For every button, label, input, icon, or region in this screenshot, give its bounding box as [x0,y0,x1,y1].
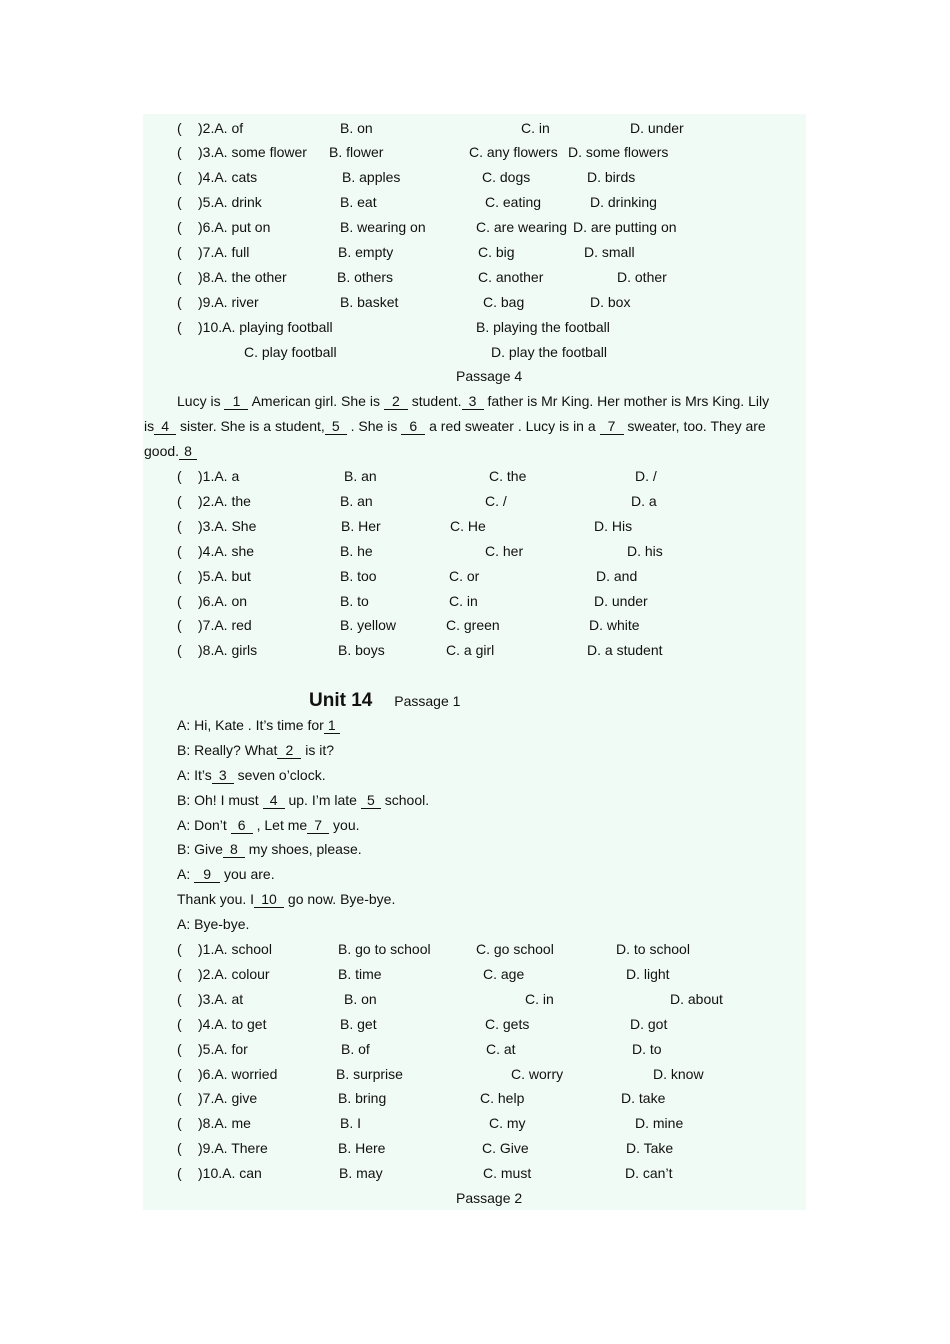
option-a: )8.A. the other [198,269,287,285]
option-b: B. get [340,1016,377,1032]
option-d: D. / [635,468,657,484]
option-c: C. in [525,991,554,1007]
option-d: D. light [626,966,670,982]
option-b: B. of [341,1041,370,1057]
option-a: )6.A. worried [198,1066,278,1082]
option-b: B. too [340,568,377,584]
blank-4[interactable]: 4 [154,418,176,435]
option-d: D. small [584,244,635,260]
option-b: B. I [340,1115,362,1131]
blank-1[interactable]: 1 [324,717,340,734]
option-d: D. mine [635,1115,684,1131]
blank-7[interactable]: 7 [600,418,624,435]
option-a: )6.A. on [198,593,248,609]
passage-heading: Passage 4 [456,368,523,384]
passage-heading: Passage 2 [456,1190,523,1206]
blank-6[interactable]: 6 [231,817,253,834]
answer-bracket[interactable]: ( [177,966,182,982]
option-b: B. on [344,991,377,1007]
option-d: D. know [653,1066,704,1082]
option-b: B. on [340,120,373,136]
option-d: D. are putting on [573,219,677,235]
passage-line: is 4 sister. She is a student, 5 . She is 6 a red sweater . Lucy is in a 7 sweater, too. They are [144,418,766,434]
question-row [0,1113,950,1133]
option-d: D. His [594,518,633,534]
option-a: )4.A. to get [198,1016,267,1032]
option-c: C. green [446,617,500,633]
blank-9[interactable]: 9 [194,866,220,883]
option-a: )5.A. drink [198,194,262,210]
question-row [0,217,950,237]
question-row [0,242,950,262]
answer-bracket[interactable]: ( [177,1041,182,1057]
question-row [0,964,950,984]
blank-5[interactable]: 5 [325,418,347,435]
option-d: D. can’t [625,1165,673,1181]
option-b: B. eat [340,194,377,210]
option-d: D. play the football [491,344,607,360]
option-c: C. eating [485,194,542,210]
dialogue-line: B: Give 8 my shoes, please. [177,841,362,857]
option-c: C. help [480,1090,525,1106]
answer-bracket[interactable]: ( [177,120,182,136]
blank-7[interactable]: 7 [307,817,329,834]
answer-bracket[interactable]: ( [177,144,182,160]
option-a: )10.A. playing football [198,319,333,335]
answer-bracket[interactable]: ( [177,1165,182,1181]
option-d: D. about [670,991,723,1007]
option-a: )9.A. There [198,1140,268,1156]
answer-bracket[interactable]: ( [177,1140,182,1156]
option-c: C. big [478,244,515,260]
answer-bracket[interactable]: ( [177,1090,182,1106]
blank-3[interactable]: 3 [212,767,234,784]
answer-bracket[interactable]: ( [177,568,182,584]
answer-bracket[interactable]: ( [177,593,182,609]
answer-bracket[interactable]: ( [177,219,182,235]
option-d: D. under [630,120,684,136]
option-b: B. wearing on [340,219,426,235]
answer-bracket[interactable]: ( [177,169,182,185]
option-a: )7.A. give [198,1090,258,1106]
dialogue-line: A: 9 you are. [177,866,275,882]
blank-8[interactable]: 8 [223,841,245,858]
option-a: )1.A. school [198,941,272,957]
blank-2[interactable]: 2 [277,742,301,759]
option-c: C. at [486,1041,516,1057]
option-a: )9.A. river [198,294,259,310]
option-c: C. her [485,543,524,559]
option-d: D. got [630,1016,668,1032]
option-a: )3.A. some flower [198,144,307,160]
dialogue-line: A: Hi, Kate . It’s time for 1 [177,715,340,735]
question-row [0,466,950,486]
answer-bracket[interactable]: ( [177,617,182,633]
option-a: )3.A. She [198,518,257,534]
answer-bracket[interactable]: ( [177,294,182,310]
option-d: D. other [617,269,667,285]
blank-6[interactable]: 6 [401,418,425,435]
unit-heading [309,689,460,713]
question-row [0,591,950,611]
option-a: )10.A. can [198,1165,262,1181]
option-b: B. boys [338,642,385,658]
passage-heading: Passage 1 [394,693,461,709]
option-b: B. basket [340,294,399,310]
option-c: C. Give [482,1140,529,1156]
option-a: )8.A. girls [198,642,258,658]
option-c: C. my [489,1115,526,1131]
option-d: D. box [590,294,631,310]
option-c: C. play football [244,344,337,360]
option-b: B. flower [329,144,384,160]
option-a: )5.A. for [198,1041,248,1057]
unit-title: Unit 14 [309,690,373,711]
question-row [0,516,950,536]
option-b: B. surprise [336,1066,403,1082]
question-row [0,1088,950,1108]
option-a: )5.A. but [198,568,251,584]
option-d: D. under [594,593,648,609]
dialogue-line: A: Don’t 6 , Let me 7 you. [177,817,360,833]
blank-2[interactable]: 2 [384,393,408,410]
option-c: C. or [449,568,480,584]
question-row [0,142,950,162]
option-d: D. his [627,543,663,559]
question-row [0,566,950,586]
option-c: C. must [483,1165,532,1181]
option-c: C. in [449,593,478,609]
answer-bracket[interactable]: ( [177,319,182,335]
answer-bracket[interactable]: ( [177,543,182,559]
option-c: C. He [450,518,486,534]
option-d: D. to school [616,941,690,957]
answer-bracket[interactable]: ( [177,493,182,509]
option-b: B. Here [338,1140,386,1156]
option-b: B. bring [338,1090,387,1106]
option-a: )2.A. of [198,120,244,136]
option-d: D. some flowers [568,144,669,160]
option-a: )6.A. put on [198,219,271,235]
dialogue-line: A: Bye-bye. [177,916,250,932]
option-a: )3.A. at [198,991,244,1007]
option-d: D. Take [626,1140,674,1156]
blank-5[interactable]: 5 [361,792,381,809]
option-c: C. any flowers [469,144,558,160]
option-b: B. empty [338,244,394,260]
dialogue-line: A: It’s 3 seven o’clock. [177,767,326,783]
option-d: D. and [596,568,638,584]
answer-bracket[interactable]: ( [177,244,182,260]
passage-line: good. 8 [144,441,197,461]
option-a: )7.A. red [198,617,252,633]
question-row [0,1163,950,1183]
option-d: D. drinking [590,194,657,210]
blank-4[interactable]: 4 [263,792,285,809]
option-b: B. playing the football [476,319,610,335]
dialogue-line: B: Really? What 2 is it? [177,742,335,758]
option-a: )7.A. full [198,244,250,260]
passage-line: Lucy is 1 American girl. She is 2 student. 3 father is Mr King. Her mother is Mrs King. Lily [177,393,770,409]
option-a: )8.A. me [198,1115,251,1131]
option-b: B. time [338,966,382,982]
option-c: C. a girl [446,642,495,658]
answer-bracket[interactable]: ( [177,642,182,658]
option-c: C. in [521,120,550,136]
question-row [0,267,950,287]
question-row [0,167,950,187]
option-d: D. a student [587,642,663,658]
question-row [0,118,950,138]
option-d: D. birds [587,169,636,185]
answer-bracket[interactable]: ( [177,518,182,534]
option-d: D. take [621,1090,666,1106]
option-b: B. Her [341,518,381,534]
option-a: )1.A. a [198,468,240,484]
option-a: )4.A. cats [198,169,258,185]
answer-bracket[interactable]: ( [177,269,182,285]
answer-bracket[interactable]: ( [177,1115,182,1131]
option-c: C. gets [485,1016,530,1032]
question-row [0,1064,950,1084]
option-a: )2.A. the [198,493,251,509]
option-b: B. others [337,269,394,285]
answer-bracket[interactable]: ( [177,1016,182,1032]
option-d: D. white [589,617,640,633]
answer-bracket[interactable]: ( [177,468,182,484]
option-b: B. yellow [340,617,397,633]
option-c: C. worry [511,1066,564,1082]
option-b: B. apples [342,169,401,185]
blank-10[interactable]: 10 [254,891,284,908]
option-d: D. to [632,1041,662,1057]
option-c: C. dogs [482,169,531,185]
question-row [0,615,950,635]
option-b: B. may [339,1165,383,1181]
question-row [0,1014,950,1034]
blank-8[interactable]: 8 [179,443,197,460]
question-row [0,939,950,959]
option-b: B. an [340,493,373,509]
option-c: C. are wearing [476,219,568,235]
question-row [0,491,950,511]
option-c: C. age [483,966,525,982]
option-a: )4.A. she [198,543,255,559]
question-row [0,1039,950,1059]
option-c: C. go school [476,941,554,957]
blank-3[interactable]: 3 [462,393,484,410]
question-row [0,989,950,1009]
option-b: B. he [340,543,373,559]
option-c: C. bag [483,294,525,310]
question-row [0,541,950,561]
option-a: )2.A. colour [198,966,270,982]
option-c: C. the [489,468,527,484]
option-b: B. go to school [338,941,431,957]
option-c: C. another [478,269,544,285]
option-b: B. to [340,593,369,609]
dialogue-line: Thank you. I 10 go now. Bye-bye. [177,891,396,907]
blank-1[interactable]: 1 [224,393,248,410]
question-row [0,192,950,212]
dialogue-line: B: Oh! I must 4 up. I’m late 5 school. [177,792,430,808]
question-row [0,342,950,362]
option-d: D. a [631,493,657,509]
answer-bracket[interactable]: ( [177,991,182,1007]
question-row [0,1138,950,1158]
answer-bracket[interactable]: ( [177,194,182,210]
question-row [0,317,950,337]
option-c: C. / [485,493,507,509]
question-row [0,640,950,660]
answer-bracket[interactable]: ( [177,941,182,957]
answer-bracket[interactable]: ( [177,1066,182,1082]
option-b: B. an [344,468,377,484]
question-row [0,292,950,312]
